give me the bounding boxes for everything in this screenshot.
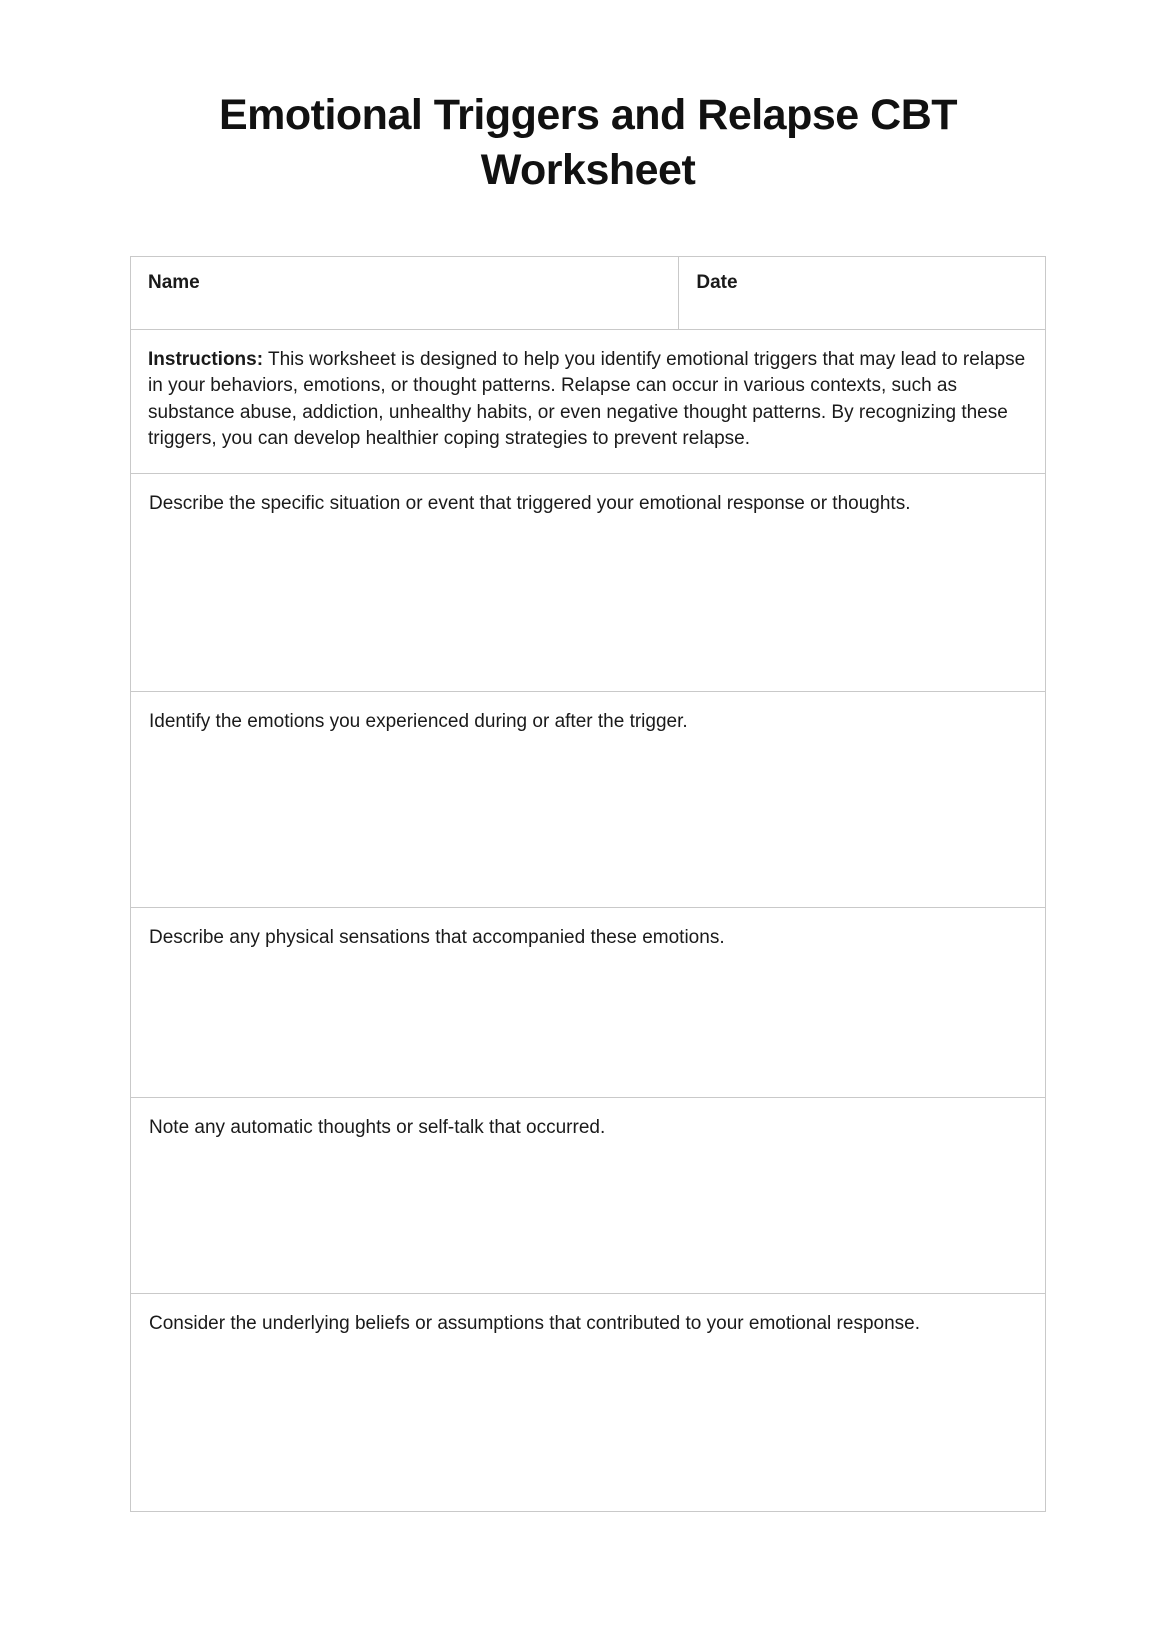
section-physical-sensations [131, 907, 1045, 1097]
section-prompt: Describe any physical sensations that accompanied these emotions. [149, 926, 725, 948]
page-title: Emotional Triggers and Relapse CBT Worksheet [218, 91, 958, 195]
response-area-physical-sensations[interactable] [149, 952, 1027, 1062]
response-area-automatic-thoughts[interactable] [149, 1142, 1027, 1252]
response-area-emotions[interactable] [149, 736, 1027, 846]
response-area-underlying-beliefs[interactable] [149, 1338, 1027, 1448]
date-cell[interactable] [679, 257, 1045, 329]
response-area-trigger-situation[interactable] [149, 518, 1027, 628]
section-prompt: Describe the specific situation or event that triggered your emotional response or thoughts. [149, 492, 911, 514]
section-prompt: Consider the underlying beliefs or assumptions that contributed to your emotional response. [149, 1312, 920, 1334]
instructions-label: Instructions: [148, 349, 264, 371]
section-emotions [131, 691, 1045, 907]
instructions-text: This worksheet is designed to help you identify emotional triggers that may lead to relapse in your behaviors, emotions, or thought patterns. Relapse can occur in various contexts, such as substance abuse, addiction, unhealthy habits, or even negative thought patterns. By recognizing these triggers, you can develop healthier coping strategies to prevent relapse. [148, 349, 1026, 450]
section-underlying-beliefs [131, 1293, 1045, 1511]
section-prompt: Identify the emotions you experienced during or after the trigger. [149, 710, 688, 732]
section-prompt: Note any automatic thoughts or self-talk that occurred. [149, 1116, 606, 1138]
section-automatic-thoughts [131, 1097, 1045, 1293]
date-input-area[interactable] [696, 294, 1028, 312]
meta-row [131, 257, 1045, 329]
date-label: Date [696, 272, 738, 294]
instructions-block [131, 329, 1045, 473]
worksheet-table [130, 256, 1046, 1512]
name-label: Name [148, 272, 200, 294]
name-cell[interactable] [131, 257, 679, 329]
section-trigger-situation [131, 473, 1045, 691]
name-input-area[interactable] [148, 294, 661, 312]
